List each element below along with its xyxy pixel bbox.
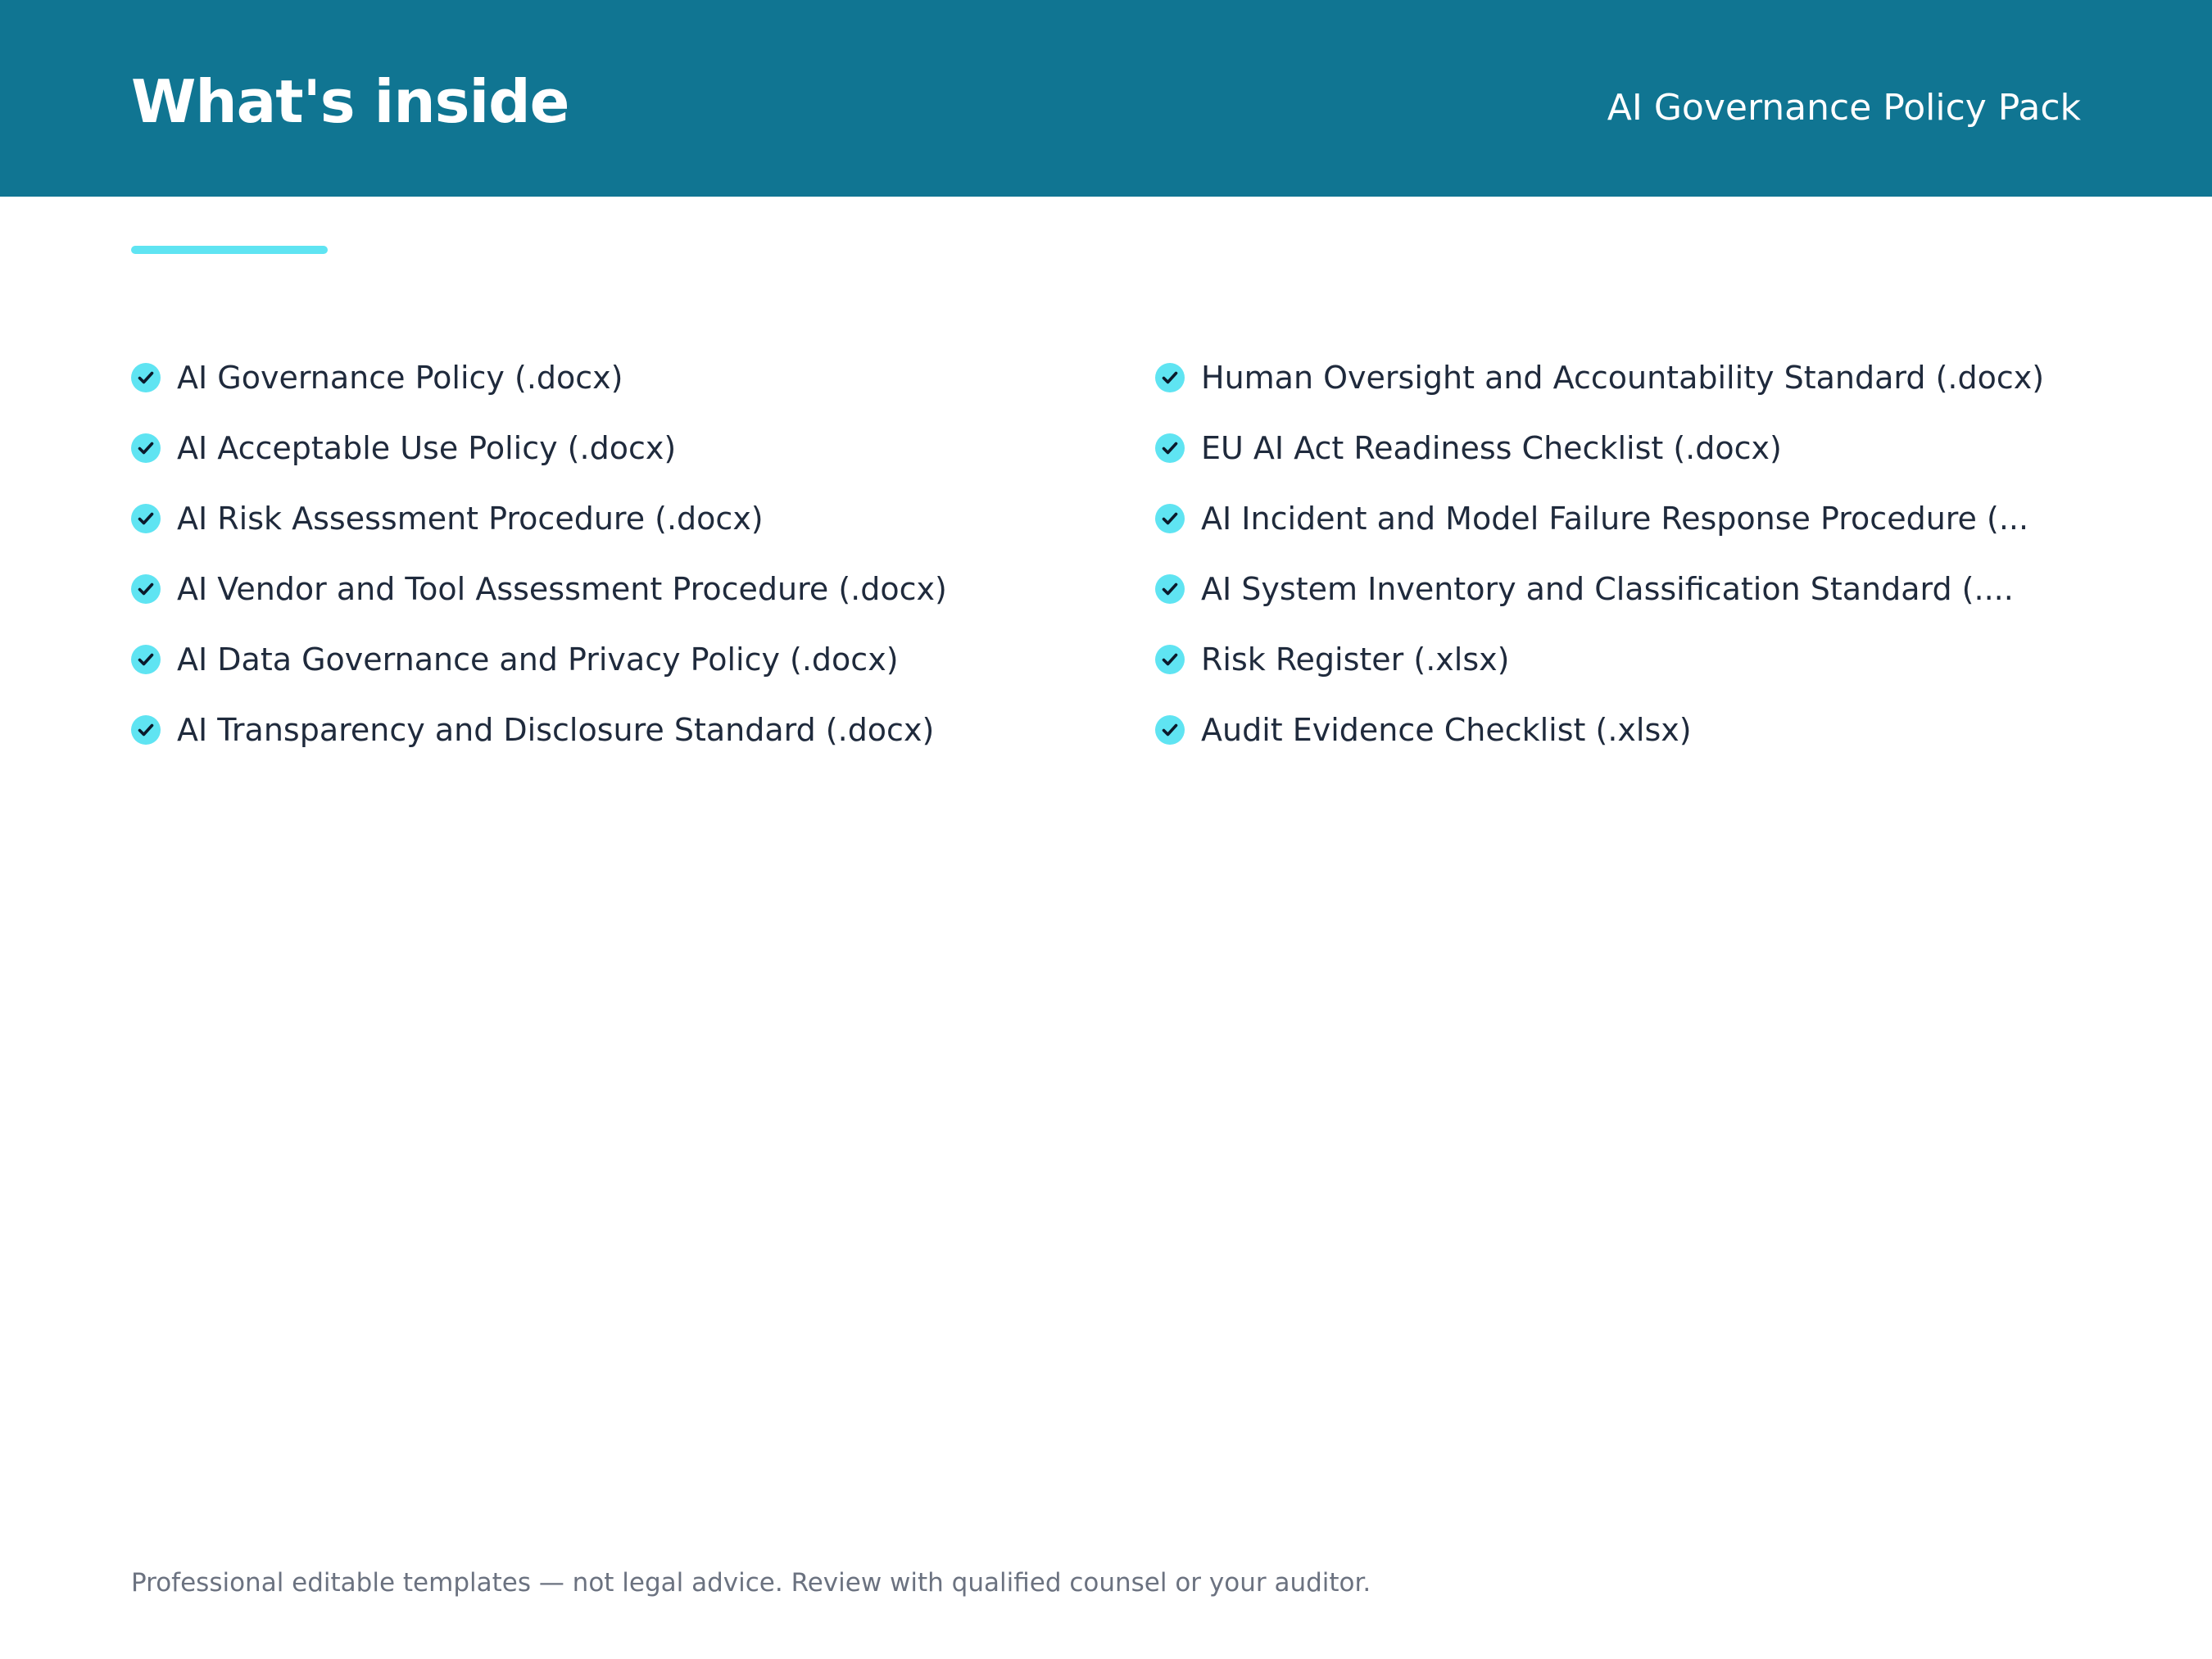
list-item	[131, 554, 1114, 624]
list-item	[1155, 342, 2081, 413]
product-name: AI Governance Policy Pack	[1607, 87, 2081, 129]
header-banner	[0, 0, 2212, 197]
list-item	[131, 624, 1114, 695]
list-item-label: Risk Register (.xlsx)	[1201, 641, 1510, 678]
check-circle-icon	[131, 715, 161, 745]
check-circle-icon	[131, 433, 161, 463]
list-item-label: AI Governance Policy (.docx)	[177, 360, 623, 396]
list-item-label: AI Risk Assessment Procedure (.docx)	[177, 501, 764, 537]
disclaimer-note: Professional editable templates — not legal advice. Review with qualified counsel or your auditor.	[131, 1568, 1371, 1598]
list-item	[131, 342, 1114, 413]
list-item	[1155, 624, 2081, 695]
list-item	[131, 695, 1114, 765]
list-item-label: AI Transparency and Disclosure Standard (.docx)	[177, 712, 935, 748]
list-item-label: AI Data Governance and Privacy Policy (.docx)	[177, 641, 899, 678]
list-item	[1155, 554, 2081, 624]
list-item-label: Human Oversight and Accountability Standard (.docx)	[1201, 360, 2045, 396]
page-title: What's inside	[131, 67, 569, 136]
list-item	[131, 483, 1114, 554]
list-item	[1155, 483, 2081, 554]
contents-list-right	[1155, 342, 2081, 765]
list-item-label: AI Acceptable Use Policy (.docx)	[177, 430, 677, 466]
contents-list-left	[131, 342, 1114, 765]
check-circle-icon	[1155, 363, 1185, 392]
check-circle-icon	[1155, 574, 1185, 604]
check-circle-icon	[131, 363, 161, 392]
check-circle-icon	[1155, 433, 1185, 463]
list-item-label: AI Vendor and Tool Assessment Procedure (.docx)	[177, 571, 947, 607]
check-circle-icon	[131, 574, 161, 604]
list-item-label: Audit Evidence Checklist (.xlsx)	[1201, 712, 1692, 748]
check-circle-icon	[1155, 715, 1185, 745]
list-item-label: AI Incident and Model Failure Response Procedure (...	[1201, 501, 2029, 537]
check-circle-icon	[131, 645, 161, 674]
list-item	[131, 413, 1114, 483]
check-circle-icon	[131, 504, 161, 533]
list-item-label: EU AI Act Readiness Checklist (.docx)	[1201, 430, 1782, 466]
list-item-label: AI System Inventory and Classification Standard (....	[1201, 571, 2014, 607]
list-item	[1155, 413, 2081, 483]
check-circle-icon	[1155, 645, 1185, 674]
list-item	[1155, 695, 2081, 765]
check-circle-icon	[1155, 504, 1185, 533]
accent-divider	[131, 246, 328, 254]
